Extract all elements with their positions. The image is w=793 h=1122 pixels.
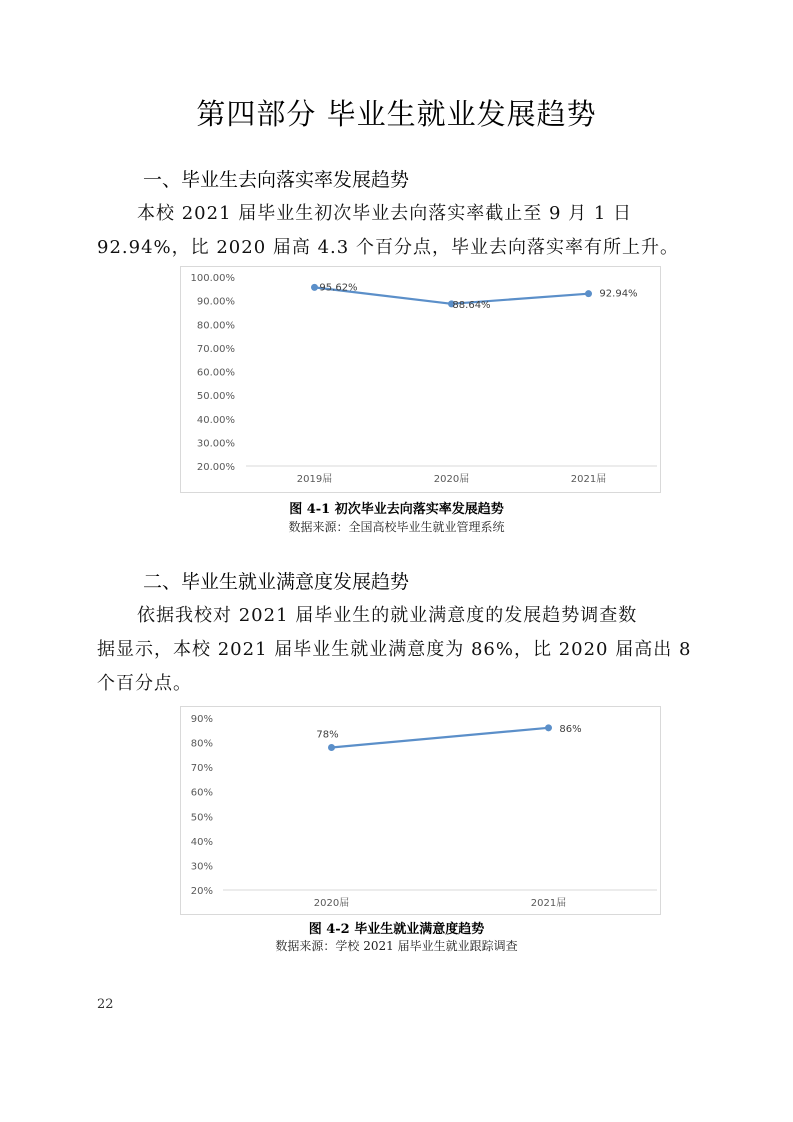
chart-2-series-line (332, 728, 549, 748)
section2-para-line-3: 个百分点。 (97, 673, 192, 694)
chart-2-source: 数据来源：学校 2021 届毕业生就业跟踪调查 (275, 939, 518, 953)
chart-1-data-point (585, 290, 592, 297)
chart-1-svg (181, 267, 660, 492)
chart-1-data-label: 88.64% (452, 299, 491, 311)
page-number: 22 (97, 997, 114, 1012)
chart-2-ytick: 70% (190, 763, 213, 775)
chart-2-data-label: 78% (316, 729, 339, 741)
chart-2-ytick: 90% (190, 714, 213, 725)
chart-1-ytick: 90.00% (196, 296, 235, 308)
chart-1-ytick: 70.00% (196, 343, 235, 355)
chart-2-caption: 图 4-2 毕业生就业满意度趋势 (308, 922, 485, 937)
chart-2-ytick: 50% (190, 812, 213, 824)
chart-2-ytick: 60% (190, 787, 213, 799)
chart-2-container (180, 706, 661, 915)
chart-1-ytick: 80.00% (196, 320, 235, 332)
chart-1-ytick: 60.00% (196, 367, 235, 379)
section2-paragraph (97, 599, 697, 701)
chart-1-xtick: 2021届 (570, 474, 607, 485)
chart-1-ytick: 20.00% (196, 462, 235, 473)
chart-1-container (180, 266, 661, 493)
chart-2-xtick: 2021届 (530, 898, 567, 909)
chart-2-ytick: 20% (190, 886, 213, 897)
chart-1-ytick: 50.00% (196, 391, 235, 403)
chart-1-data-label: 92.94% (599, 288, 638, 300)
section1-heading: 一、毕业生去向落实率发展趋势 (143, 169, 410, 191)
chart-2-data-point (545, 724, 552, 731)
section2-para-line-1: 依据我校对 2021 届毕业生的就业满意度的发展趋势调查数 (137, 605, 638, 626)
chart-2-ytick: 40% (190, 836, 213, 848)
section1-para-line-1: 本校 2021 届毕业生初次毕业去向落实率截止至 9 月 1 日 (137, 203, 633, 224)
chart-2-ytick: 30% (190, 861, 213, 873)
chart-2-svg (181, 707, 660, 914)
chart-2-ytick: 80% (190, 738, 213, 750)
chart-2-data-label: 86% (559, 723, 582, 735)
section1-paragraph (97, 197, 697, 265)
page-title: 第四部分 毕业生就业发展趋势 (196, 97, 597, 131)
section2-heading: 二、毕业生就业满意度发展趋势 (143, 571, 410, 593)
chart-1-ytick: 100.00% (190, 273, 235, 284)
section1-para-line-2: 92.94%，比 2020 届高 4.3 个百分点，毕业去向落实率有所上升。 (97, 237, 679, 258)
chart-1-data-point (311, 284, 318, 291)
chart-2-data-point (328, 744, 335, 751)
chart-1-data-label: 95.62% (319, 282, 358, 294)
chart-1-caption: 图 4-1 初次毕业去向落实率发展趋势 (289, 502, 504, 517)
chart-1-source: 数据来源：全国高校毕业生就业管理系统 (288, 520, 505, 534)
chart-1-xtick: 2019届 (296, 474, 333, 485)
chart-1-xtick: 2020届 (433, 474, 470, 485)
chart-1-ytick: 30.00% (196, 438, 235, 450)
chart-2-xtick: 2020届 (313, 898, 350, 909)
section2-para-line-2: 据显示，本校 2021 届毕业生就业满意度为 86%，比 2020 届高出 8 (97, 639, 692, 660)
chart-1-ytick: 40.00% (196, 414, 235, 426)
